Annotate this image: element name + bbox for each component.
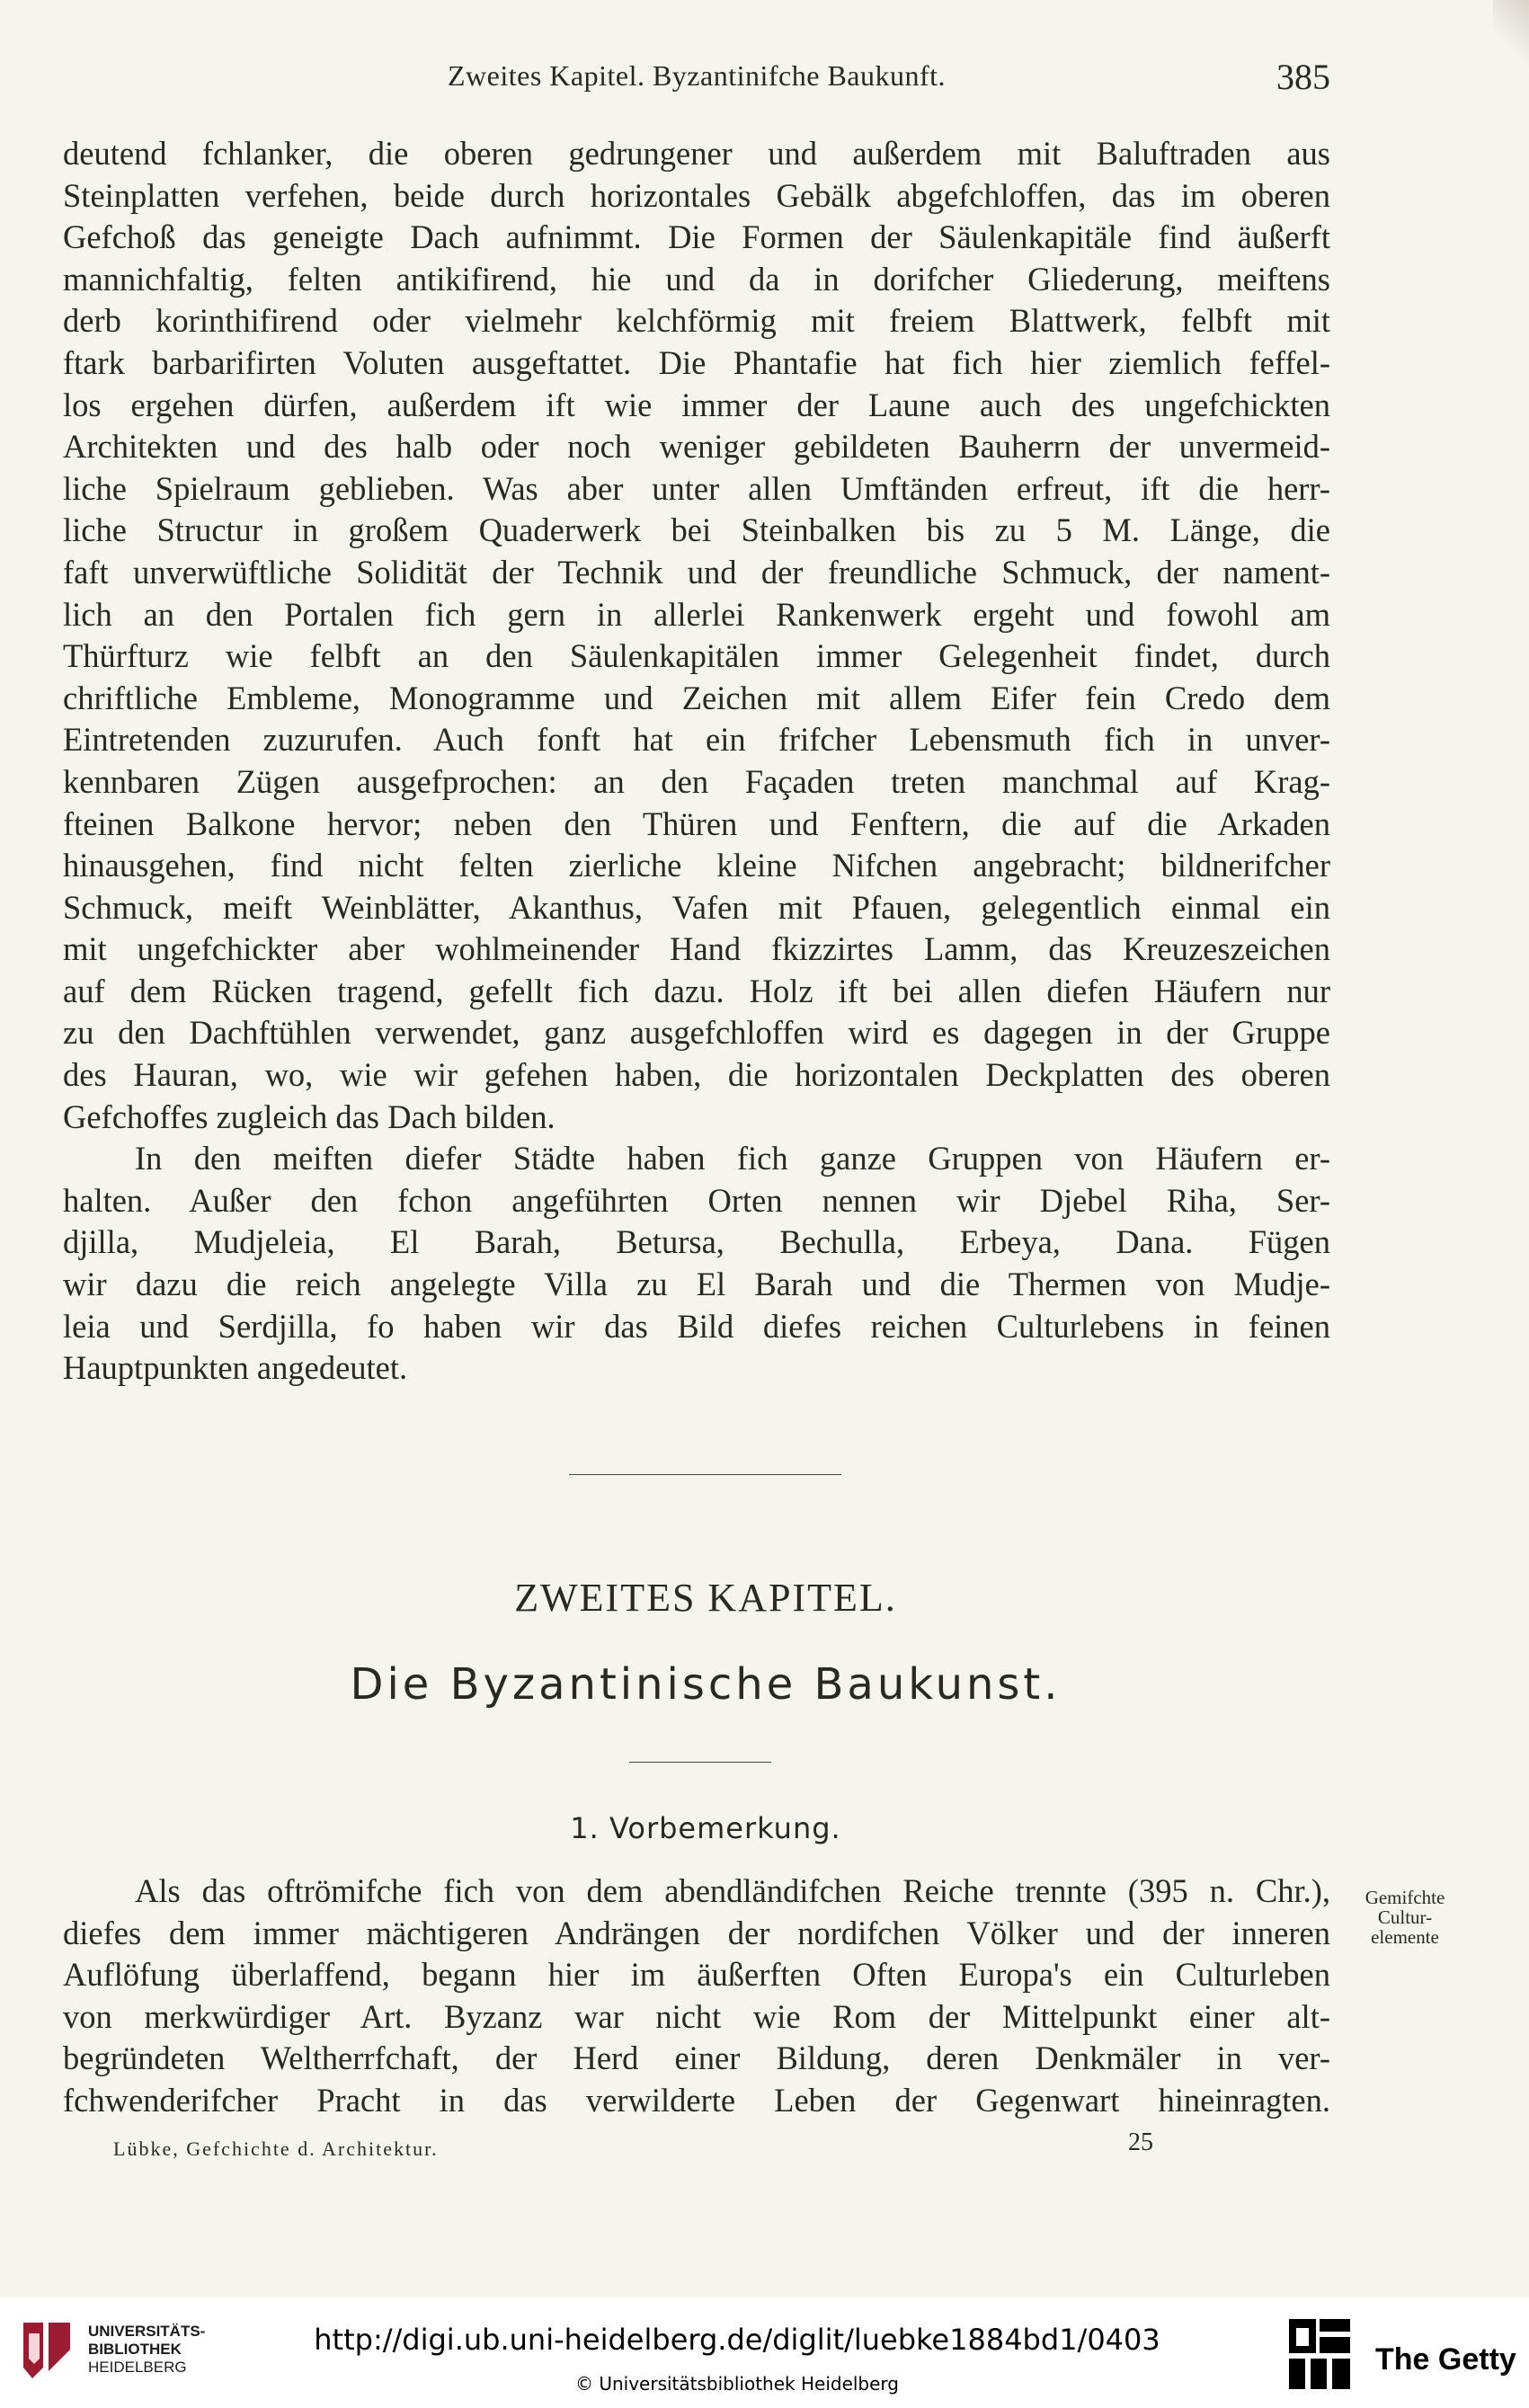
university-logo-icon [16, 2314, 79, 2389]
text-line: Eintretenden zuzurufen. Auch fonft hat ein frifcher Lebensmuth fich in unver- [63, 721, 1330, 759]
text-line: fteinen Balkone hervor; neben den Thüren und Fenftern, die auf die Arkaden [63, 804, 1330, 842]
title-divider [629, 1762, 771, 1763]
text-line: deutend fchlanker, die oberen gedrungener und außerdem mit Baluftraden aus [63, 135, 1330, 172]
chapter-title: Die Byzantinische Baukunst. [350, 1659, 1062, 1710]
text-line: mannichfaltig, felten antikifirend, hie und da in dorifcher Gliederung, meiftens [63, 260, 1330, 298]
text-line: auf dem Rücken tragend, gefellt fich dazu. Holz ift bei allen diefen Häufern nur [63, 972, 1330, 1009]
text-line: djilla, Mudjeleia, El Barah, Betursa, Bechulla, Erbeya, Dana. Fügen [63, 1223, 1330, 1261]
body-text [63, 133, 1330, 1390]
chapter-label: ZWEITES KAPITEL. [514, 1576, 897, 1620]
text-line: Gefchoß das geneigte Dach aufnimmt. Die Formen der Säulenkapitäle find äußerft [63, 218, 1330, 256]
text-line: faft unverwüftliche Solidität der Technik und der freundliche Schmuck, der nament- [63, 553, 1330, 591]
text-line: Steinplatten verfehen, beide durch horizontales Gebälk abgefchloffen, das im oberen [63, 176, 1330, 214]
university-name-line: UNIVERSITÄTS- [88, 2323, 206, 2340]
marginal-note-line: Cultur- [1377, 1906, 1433, 1928]
text-line: In den meiften diefer Städte haben fich ganze Gruppen von Häufern er- [135, 1140, 1330, 1177]
section-text [63, 1870, 1330, 2122]
text-line: fchwenderifcher Pracht in das verwilderte Leben der Gegenwart hineinragten. [63, 2081, 1330, 2119]
text-line: leia und Serdjilla, fo haben wir das Bild diefes reichen Culturlebens in feinen [63, 1307, 1330, 1345]
text-line: ftark barbarifirten Voluten ausgeftattet. Die Phantafie hat fich hier ziemlich feffel- [63, 343, 1330, 381]
text-line: derb korinthifirend oder vielmehr kelchförmig mit freiem Blattwerk, felbft mit [63, 302, 1330, 340]
page-number: 385 [1276, 57, 1330, 97]
text-line: zu den Dachftühlen verwendet, ganz ausgefchloffen wird es dagegen in der Gruppe [63, 1014, 1330, 1052]
text-line: Gefchoffes zugleich das Dach bilden. [63, 1097, 556, 1135]
text-line: Auflöfung überlaffend, begann hier im äußerften Often Europa's ein Culturleben [63, 1956, 1330, 1994]
getty-logo-icon [1285, 2314, 1357, 2398]
marginal-note-line: Gemifchte [1365, 1887, 1445, 1908]
text-line: liche Structur in großem Quaderwerk bei Steinbalken bis zu 5 M. Länge, die [63, 511, 1330, 549]
university-name [88, 2323, 205, 2377]
text-line: Thürfturz wie felbft an den Säulenkapitälen immer Gelegenheit findet, durch [63, 637, 1330, 675]
text-line: mit ungefchickter aber wohlmeinender Hand fkizzirtes Lamm, das Kreuzeszeichen [63, 930, 1330, 968]
university-name-line: HEIDELBERG [88, 2359, 187, 2376]
text-line: Als das oftrömifche fich von dem abendländifchen Reiche trennte (395 n. Chr.), [135, 1872, 1330, 1909]
viewer-footer-bar [0, 2297, 1529, 2408]
text-line: begründeten Weltherrfchaft, der Herd einer Bildung, deren Denkmäler in ver- [63, 2039, 1330, 2077]
section-divider [569, 1474, 841, 1475]
source-url-link[interactable]: http://digi.ub.uni-heidelberg.de/diglit/luebke1884bd1/0403 [314, 2323, 1160, 2357]
text-line: liche Spielraum geblieben. Was aber unter allen Umftänden erfreut, ift die herr- [63, 469, 1330, 507]
text-line: kennbaren Zügen ausgefprochen: an den Façaden treten manchmal auf Krag- [63, 762, 1330, 800]
text-line: von merkwürdiger Art. Byzanz war nicht wie Rom der Mittelpunkt einer alt- [63, 1997, 1330, 2035]
page-corner-shadow [1493, 0, 1529, 81]
running-title: Zweites Kapitel. Byzantinifche Baukunft. [447, 59, 947, 92]
text-line: los ergehen dürfen, außerdem ift wie immer der Laune auch des ungefchickten [63, 386, 1330, 423]
text-line: des Hauran, wo, wie wir gefehen haben, die horizontalen Deckplatten des oberen [63, 1056, 1330, 1094]
text-line: Hauptpunkten angedeutet. [63, 1349, 408, 1387]
text-line: halten. Außer den fchon angeführten Orten nennen wir Djebel Riha, Ser- [63, 1181, 1330, 1219]
text-line: diefes dem immer mächtigeren Andrängen der nordifchen Völker und der inneren [63, 1914, 1330, 1951]
marginal-note [1347, 1888, 1463, 1947]
running-head [63, 56, 1330, 110]
text-line: hinausgehen, find nicht felten zierliche kleine Nifchen angebracht; bildnerifcher [63, 847, 1330, 884]
text-line: lich an den Portalen fich gern in allerlei Rankenwerk ergeht und fowohl am [63, 595, 1330, 633]
university-name-line: BIBLIOTHEK [88, 2341, 182, 2358]
section-heading: 1. Vorbemerkung. [570, 1811, 841, 1845]
text-line: Schmuck, meift Weinblätter, Akanthus, Vafen mit Pfauen, gelegentlich einmal ein [63, 888, 1330, 926]
text-line: wir dazu die reich angelegte Villa zu El Barah und die Thermen von Mudje- [63, 1266, 1330, 1303]
footer-signature: 25 [1128, 2128, 1153, 2156]
footer-author: Lübke, Gefchichte d. Architektur. [113, 2137, 439, 2160]
text-line: chriftliche Embleme, Monogramme und Zeichen mit allem Eifer fein Credo dem [63, 679, 1330, 716]
text-line: Architekten und des halb oder noch weniger gebildeten Bauherrn der unvermeid- [63, 428, 1330, 466]
getty-name: The Getty [1375, 2342, 1516, 2377]
copyright-notice: © Universitätsbibliothek Heidelberg [574, 2373, 899, 2395]
marginal-note-line: elemente [1371, 1926, 1439, 1948]
